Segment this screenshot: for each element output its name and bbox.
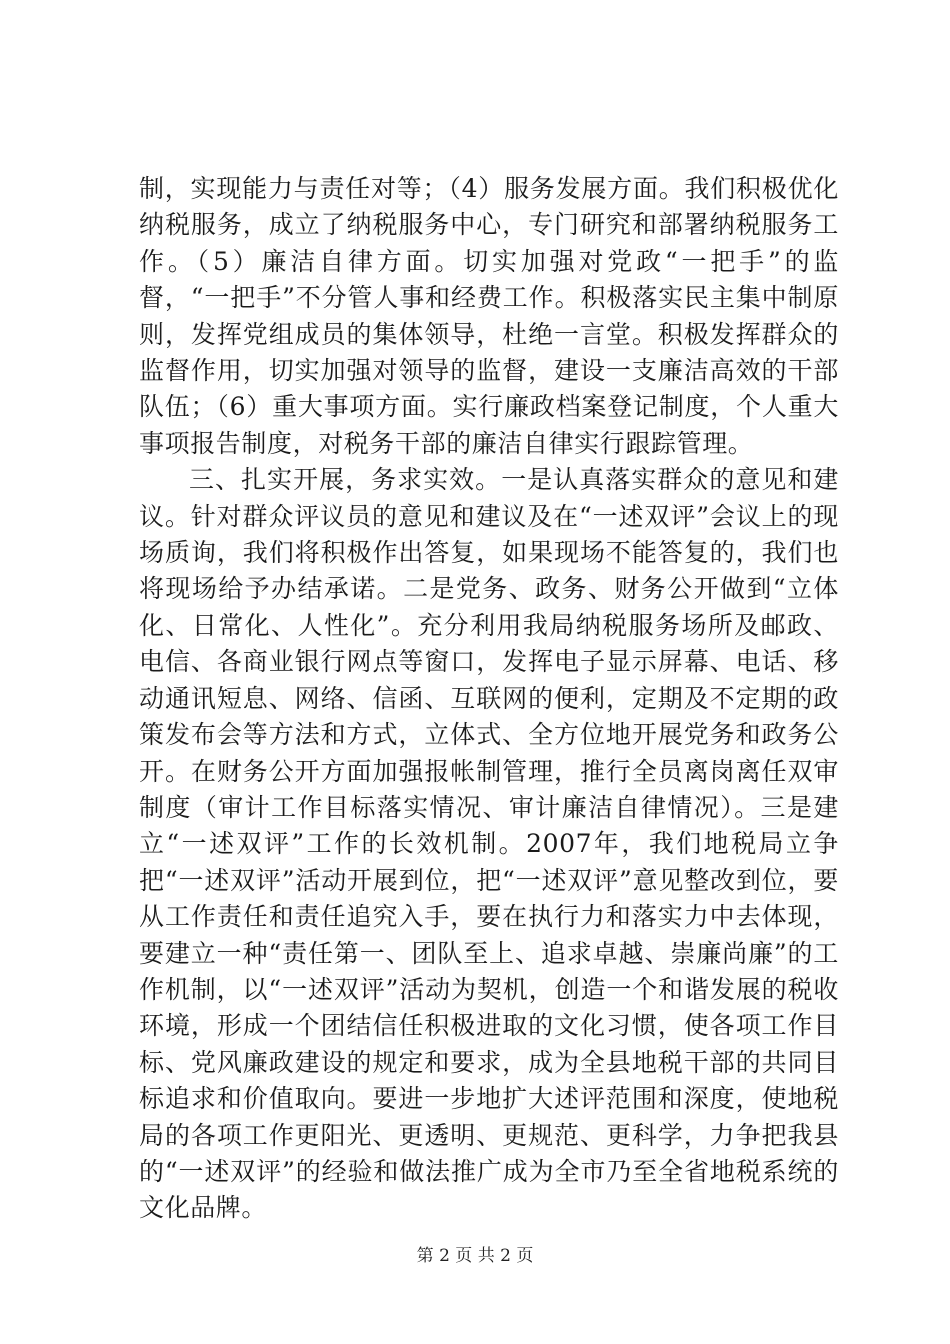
paragraph-section-three: 三、扎实开展，务求实效。一是认真落实群众的意见和建议。针对群众评议员的意见和建议及在“一述双评”会议上的现场质询，我们将积极作出答复，如果现场不能答复的，我们也将现场给予办结承诺。二是党务、政务、财务公开做到“立体化、日常化、人性化”。充分利用我局纳税服务场所及邮政、电信、各商业银行网点等窗口，发挥电子显示屏幕、电话、移动通讯短息、网络、信函、互联网的便利，定期及不定期的政策发布会等方法和方式，立体式、全方位地开展党务和政务公开。在财务公开方面加强报帐制管理，推行全员离岗离任双审制度（审计工作目标落实情况、审计廉洁自律情况）。三是建立“一述双评”工作的长效机制。2007年，我们地税局立争把“一述双评”活动开展到位，把“一述双评”意见整改到位，要从工作责任和责任追究入手，要在执行力和落实力中去体现，要建立一种“责任第一、团队至上、追求卓越、崇廉尚廉”的工作机制，以“一述双评”活动为契机，创造一个和谐发展的税收环境，形成一个团结信任积极进取的文化习惯，使各项工作目标、党风廉政建设的规定和要求，成为全县地税干部的共同目标追求和价值取向。要进一步地扩大述评范围和深度，使地税局的各项工作更阳光、更透明、更规范、更科学，力争把我县的“一述双评”的经验和做法推广成为全市乃至全省地税系统的文化品牌。 <box>139 465 839 1223</box>
paragraph-continued: 制，实现能力与责任对等；（4）服务发展方面。我们积极优化纳税服务，成立了纳税服务中心，专门研究和部署纳税服务工作。（5）廉洁自律方面。切实加强对党政“一把手”的监督，“一把手”不分管人事和经费工作。积极落实民主集中制原则，发挥党组成员的集体领导，杜绝一言堂。积极发挥群众的监督作用，切实加强对领导的监督，建设一支廉洁高效的干部队伍；（6）重大事项方面。实行廉政档案登记制度，个人重大事项报告制度，对税务干部的廉洁自律实行跟踪管理。 <box>139 174 839 458</box>
document-body <box>139 171 839 1227</box>
page-footer: 第 2 页 共 2 页 <box>416 1246 534 1266</box>
